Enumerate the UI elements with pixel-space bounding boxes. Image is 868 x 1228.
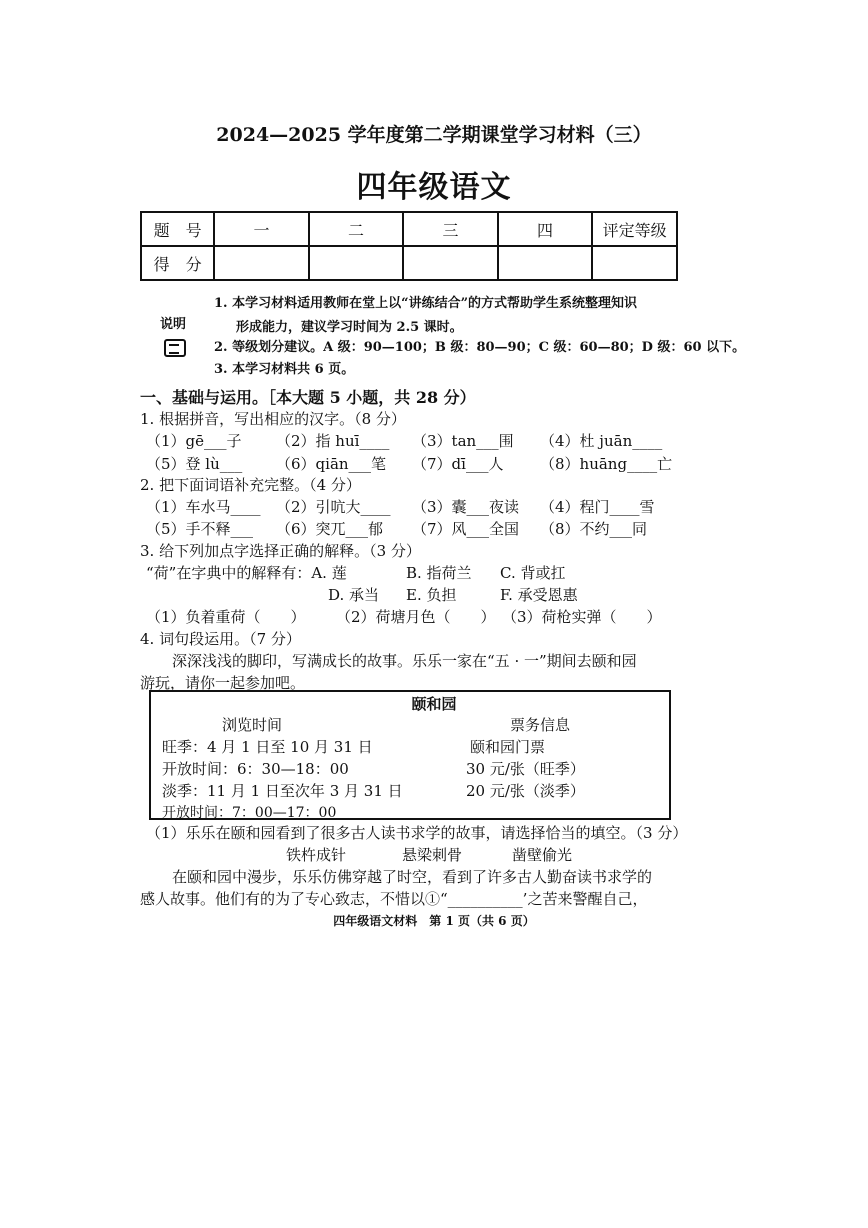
info-line: 开放时间：6：30—18：00 — [162, 760, 349, 778]
q2-item: （5）手不释___ — [146, 520, 254, 538]
q1-item: （8）huāng____亡 — [540, 455, 673, 473]
q1-item: （4）杜 juān____ — [540, 432, 663, 450]
q1-title: 1. 根据拼音，写出相应的汉字。（8 分） — [140, 410, 406, 428]
info-line: 开放时间：7：00—17：00 — [162, 805, 337, 821]
q2-item: （6）突兀___郁 — [276, 520, 384, 538]
q3-definition: E. 负担 — [406, 586, 457, 604]
score-cell: 三 — [403, 212, 498, 246]
q3-definition: D. 承当 — [328, 586, 380, 604]
q3-definition: B. 指荷兰 — [406, 564, 472, 582]
q3-title: 3. 给下列加点字选择正确的解释。（3 分） — [140, 542, 421, 560]
score-input-cell — [592, 246, 677, 280]
q1-item: （1）gē___子 — [146, 432, 242, 450]
score-table-header-row — [141, 212, 677, 246]
q2-item: （1）车水马____ — [146, 498, 261, 516]
q4-paragraph: 在颐和园中漫步，乐乐仿佛穿越了时空，看到了许多古人勤奋读书求学的 — [172, 868, 653, 886]
score-cell: 四 — [498, 212, 593, 246]
score-input-cell — [214, 246, 309, 280]
q1-item: （5）登 lù___ — [146, 455, 243, 473]
info-line: 旺季：4 月 1 日至 10 月 31 日 — [162, 738, 373, 756]
score-table — [140, 211, 678, 281]
score-input-cell — [309, 246, 404, 280]
note-3: 3. 本学习材料共 6 页。 — [214, 362, 355, 377]
score-cell: 题 号 — [141, 212, 214, 246]
q4-intro: 深深浅浅的脚印，写满成长的故事。乐乐一家在“五 · 一”期间去颐和园 — [172, 652, 637, 670]
q2-item: （3）囊___夜读 — [412, 498, 520, 516]
choice: 凿壁偷光 — [512, 846, 573, 864]
note-1a: 1. 本学习材料适用教师在堂上以“讲练结合”的方式帮助学生系统整理知识 — [214, 296, 638, 311]
q1-item: （3）tan___围 — [412, 432, 514, 450]
info-left-heading: 浏览时间 — [222, 716, 283, 734]
q4-sub1: （1）乐乐在颐和园看到了很多古人读书求学的故事，请选择恰当的填空。（3 分） — [146, 824, 688, 842]
book-icon — [164, 339, 186, 357]
score-cell: 二 — [309, 212, 404, 246]
score-table-value-row — [141, 246, 677, 280]
info-line: 颐和园门票 — [470, 738, 546, 756]
q2-item: （2）引吭大____ — [276, 498, 391, 516]
q4-paragraph: 感人故事。他们有的为了专心致志，不惜以①“__________’之苦来警醒自己， — [140, 890, 648, 908]
q4-intro: 游玩，请你一起参加吧。 — [140, 674, 306, 692]
choice: 悬梁刺骨 — [402, 846, 463, 864]
q1-item: （2）指 huī____ — [276, 432, 390, 450]
choice: 铁杵成针 — [286, 846, 347, 864]
q1-item: （6）qiān___笔 — [276, 455, 387, 473]
q2-item: （7）风___全国 — [412, 520, 520, 538]
info-line: 20 元/张（淡季） — [466, 782, 585, 800]
q3-definition: C. 背或扛 — [500, 564, 566, 582]
q3-item: （1）负着重荷（ ） — [146, 608, 306, 626]
score-cell: 一 — [214, 212, 309, 246]
document-subtitle: 四年级语文 — [356, 170, 512, 205]
q2-item: （8）不约___同 — [540, 520, 648, 538]
q3-definition: F. 承受恩惠 — [500, 586, 578, 604]
score-input-cell — [498, 246, 593, 280]
document-title: 2024—2025 学年度第二学期课堂学习材料（三） — [216, 124, 652, 146]
notes-label: 说明 — [160, 317, 187, 332]
q3-item: （3）荷枪实弹（ ） — [502, 608, 662, 626]
q1-item: （7）dī___人 — [412, 455, 504, 473]
q3-definition-lead: “荷”在字典中的解释有：A. 莲 — [146, 564, 347, 582]
q2-item: （4）程门____雪 — [540, 498, 655, 516]
q4-title: 4. 词句段运用。（7 分） — [140, 630, 301, 648]
score-cell: 得 分 — [141, 246, 214, 280]
q2-title: 2. 把下面词语补充完整。（4 分） — [140, 476, 361, 494]
score-input-cell — [403, 246, 498, 280]
page-footer: 四年级语文材料 第 1 页（共 6 页） — [333, 914, 535, 928]
score-cell: 评定等级 — [592, 212, 677, 246]
info-line: 30 元/张（旺季） — [466, 760, 585, 778]
note-1b: 形成能力，建议学习时间为 2.5 课时。 — [236, 320, 463, 335]
info-right-heading: 票务信息 — [510, 716, 571, 734]
info-box-title: 颐和园 — [411, 695, 457, 713]
section-heading: 一、基础与运用。［本大题 5 小题，共 28 分） — [140, 388, 476, 407]
note-2: 2. 等级划分建议。A 级：90—100；B 级：80—90；C 级：60—80；D 级：60 以下。 — [214, 340, 746, 355]
info-line: 淡季：11 月 1 日至次年 3 月 31 日 — [162, 782, 403, 800]
q3-item: （2）荷塘月色（ ） — [336, 608, 496, 626]
